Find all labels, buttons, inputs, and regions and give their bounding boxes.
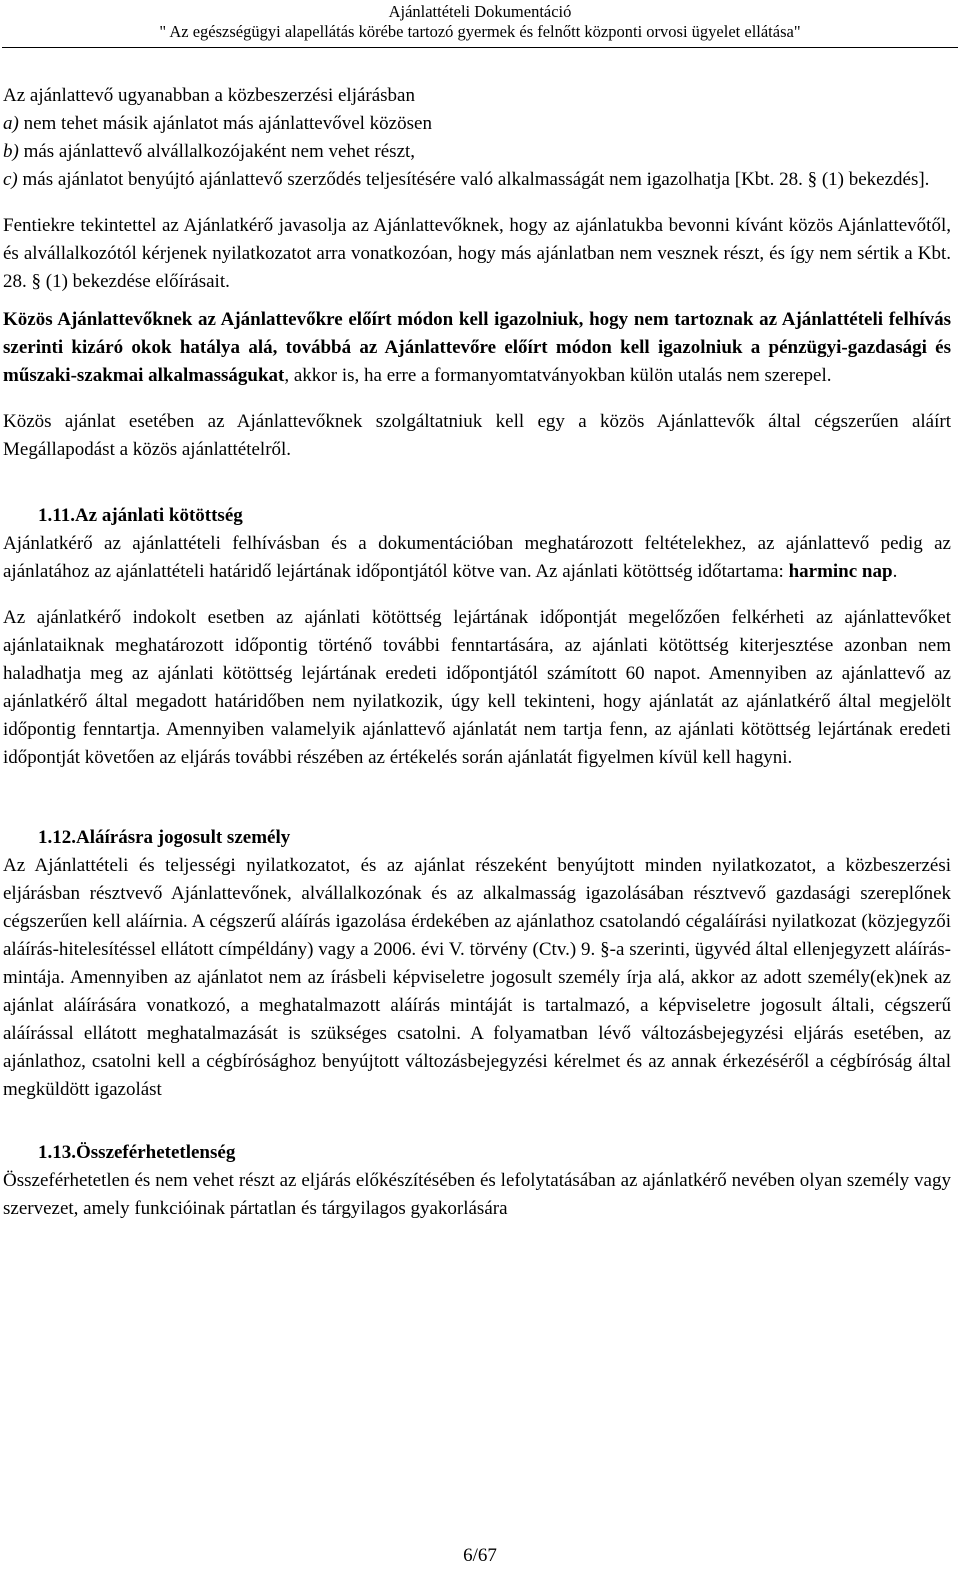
item-c-text: más ajánlatot benyújtó ajánlattevő szerződés teljesítésére való alkalmasságát nem igazolhatja [Kbt. 28. § (1) bekezdés]. (17, 169, 930, 190)
document-title: Ajánlattételi Dokumentáció (388, 2, 572, 21)
header-rule (2, 47, 958, 48)
item-a-text: nem tehet másik ajánlatot más ajánlattevővel közösen (18, 113, 432, 134)
page-number: 6/67 (463, 1545, 497, 1566)
paragraph-kotottseg-kiterjesztes: Az ajánlatkérő indokolt esetben az ajánlati kötöttség lejártának időpontját megelőzően felkérheti az ajánlattevőket ajánlataiknak meghatározott időpontig történő további fenntartására, az ajánlati kötöttség kiterjesztése azonban nem haladhatja meg az ajánlati kötöttség lejártának eredeti időpontjától számított 60 napot. Amennyiben az ajánlattevő az ajánlatkérő által megadott határidőben nem nyilatkozik, úgy kell tekinteni, hogy ajánlatát az ajánlatkérő által megjelölt időpontig fenntartja. Amennyiben valamelyik ajánlattevő ajánlatát nem tartja fenn, az ajánlati kötöttség lejártának eredeti időpontját követően az eljárás további részében az értékelés során ajánlatát figyelmen kívül kell hagyni. (3, 607, 951, 768)
section-heading-1-11 (3, 502, 951, 530)
procurement-title: " Az egészségügyi alapellátás körébe tartozó gyermek és felnőtt központi orvosi ügyelet ellátása" (159, 22, 801, 41)
intro-item-c (3, 166, 951, 194)
section-number: 1.12. (38, 827, 76, 848)
item-a-label: a) (3, 113, 19, 134)
paragraph-osszeferhetetlenseg: Összeférhetetlen és nem vehet részt az eljárás előkészítésében és lefolytatásában az ajánlatkérő nevében olyan személy vagy szervezet, amely funkcióinak pártatlan és tárgyilagos gyakorlására (3, 1170, 951, 1219)
document-body (3, 82, 951, 1223)
kotottseg-period: . (892, 561, 898, 582)
paragraph-fentiekre: Fentiekre tekintettel az Ajánlatkérő javasolja az Ajánlattevőknek, hogy az ajánlatukba bevonni kívánt közös Ajánlattevőtől, és alvállalkozótól kérjenek nyilatkozatot arra vonatkozóan, hogy más ajánlatban nem vesznek részt, és így nem sértik a Kbt. 28. § (1) bekezdése előírásait. (3, 215, 951, 292)
item-b-text: más ajánlattevő alvállalkozójaként nem vehet részt, (18, 141, 416, 162)
section-heading-1-12 (3, 824, 951, 852)
item-c-label: c) (3, 169, 18, 190)
intro-block (3, 82, 951, 194)
kotottseg-duration: harminc nap (788, 561, 893, 582)
section-number: 1.13. (38, 1142, 76, 1163)
kotottseg-text: Ajánlatkérő az ajánlattételi felhívásban és a dokumentációban meghatározott feltételekhez, az ajánlattevő pedig az ajánlatához az ajánlattételi határidő lejártának időpontjától kötve van. Az ajánlati kötöttség időtartama: (3, 533, 951, 582)
section-title: Összeférhetetlenség (76, 1142, 236, 1163)
intro-item-b (3, 138, 951, 166)
intro-line: Az ajánlattevő ugyanabban a közbeszerzési eljárásban (3, 85, 415, 106)
paragraph-kozos-ajanlat: Közös ajánlat esetében az Ajánlattevőknek szolgáltatniuk kell egy a közös Ajánlattevők által cégszerűen aláírt Megállapodást a közös ajánlattételről. (3, 411, 951, 460)
item-b-label: b) (3, 141, 19, 162)
paragraph-ajanlati-kotottseg (3, 530, 951, 586)
paragraph-kozos-ajanlattevok (3, 306, 951, 390)
kozos-bold-text: Közös Ajánlattevőknek az Ajánlattevőkre előírt módon kell igazolniuk, hogy nem tartoznak az Ajánlattételi felhívás szerinti kizáró okok hatálya alá, továbbá az Ajánlattevőre előírt módon kell igazolniuk a pénzügyi-gazdasági és műszaki-szakmai alkalmasságukat (3, 309, 951, 386)
intro-item-a (3, 110, 951, 138)
section-title: Az ajánlati kötöttség (74, 505, 243, 526)
page-header (0, 2, 960, 42)
section-heading-1-13 (3, 1139, 951, 1167)
section-title: Aláírásra jogosult személy (76, 827, 291, 848)
section-number: 1.11. (38, 505, 75, 526)
kozos-rest-text: , akkor is, ha erre a formanyomtatványokban külön utalás nem szerepel. (284, 365, 832, 386)
paragraph-alairas: Az Ajánlattételi és teljességi nyilatkozatot, és az ajánlat részeként benyújtott minden nyilatkozatot, a közbeszerzési eljárásban résztvevő Ajánlattevőnek, alvállalkozónak és az alkalmasság igazolásában résztvevő gazdasági szereplőnek cégszerűen kell aláírnia. A cégszerű aláírás igazolása érdekében az ajánlathoz csatolandó cégaláírási nyilatkozat (közjegyzői aláírás-hitelesítéssel ellátott címpéldány) vagy a 2006. évi V. törvény (Ctv.) 9. §-a szerinti, ügyvéd által ellenjegyzett aláírás-mintája. Amennyiben az ajánlatot nem az írásbeli képviseletre jogosult személy írja alá, akkor az adott személy(ek)nek az ajánlat aláírására vonatkozó, a meghatalmazott aláírás mintáját is tartalmazó, a képviseletre jogosult általi, cégszerű aláírással ellátott meghatalmazását is szükséges csatolni. A folyamatban lévő változásbejegyzési eljárás esetében, az ajánlathoz, csatolni kell a cégbírósághoz benyújtott változásbejegyzési kérelmet és az annak érkezéséről a cégbíróság által megküldött igazolást (3, 855, 951, 1100)
